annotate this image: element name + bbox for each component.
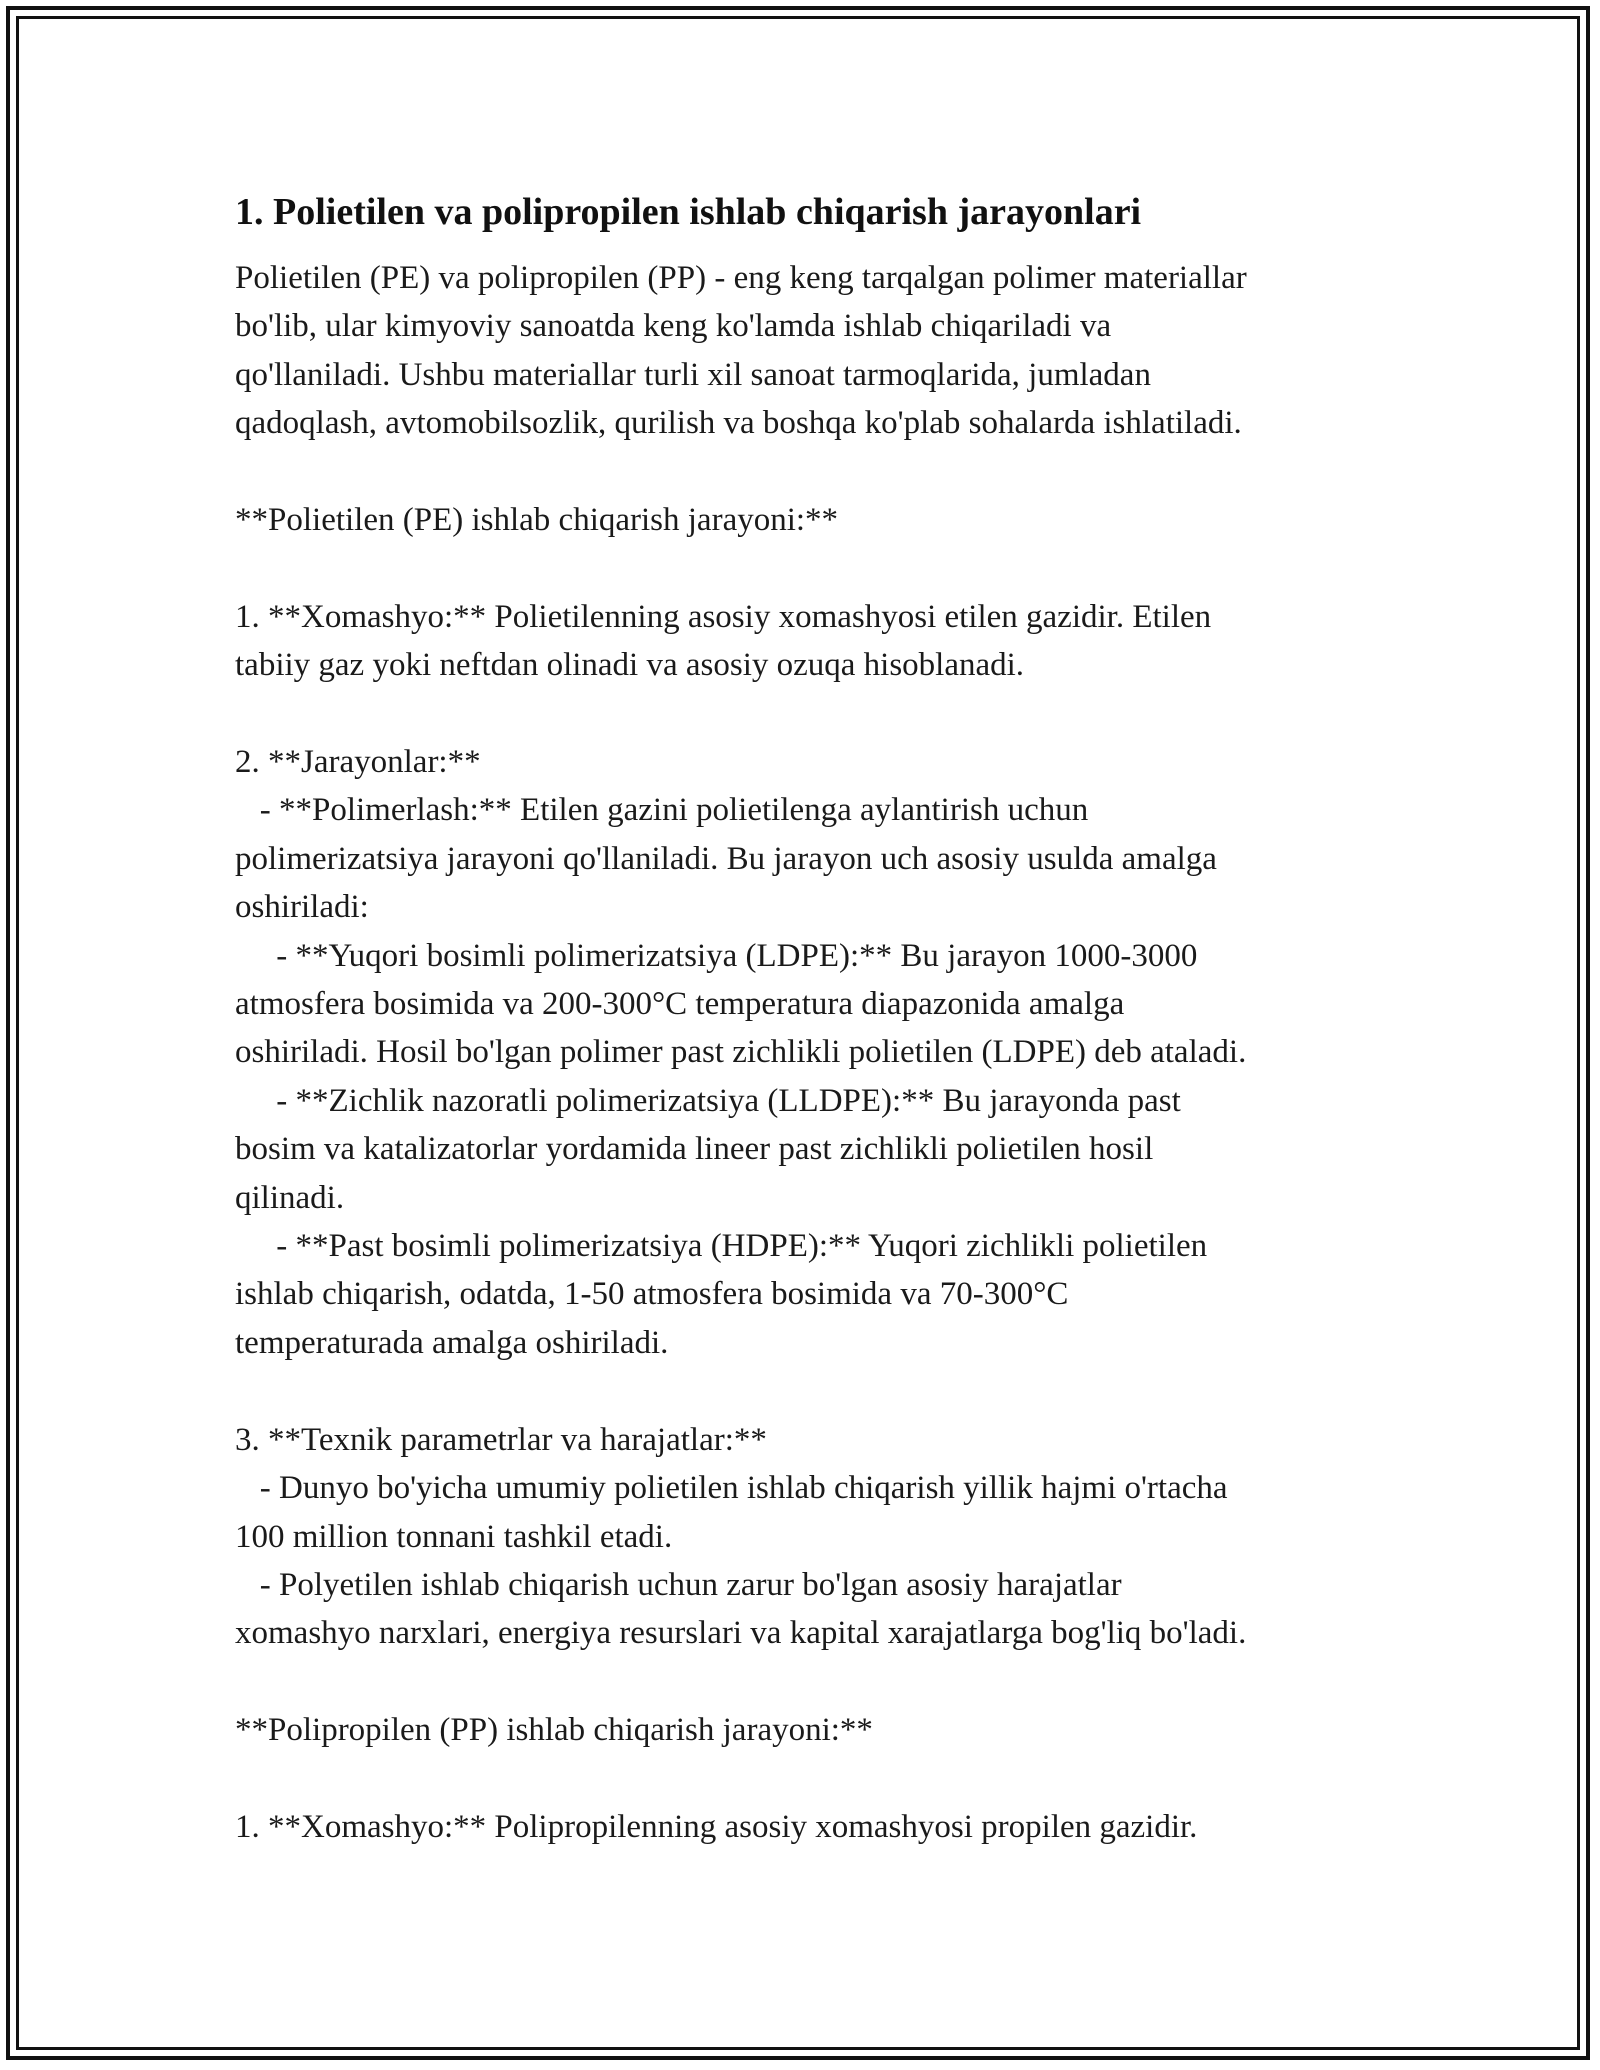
text-line: Polietilen (PE) va polipropilen (PP) - eng keng tarqalgan polimer materiallar <box>235 260 1247 296</box>
text-line: 100 million tonnani tashkil etadi. <box>235 1518 673 1555</box>
document-body <box>235 188 1375 1851</box>
text-line: - **Yuqori bosimli polimerizatsiya (LDPE):** Bu jarayon 1000-3000 <box>235 937 1198 974</box>
text-line: bosim va katalizatorlar yordamida lineer past zichlikli polietilen hosil <box>235 1131 1154 1168</box>
text-line: 2. **Jarayonlar:** <box>235 744 481 781</box>
text-line: 1. **Xomashyo:** Polietilenning asosiy xomashyosi etilen gazidir. Etilen <box>235 598 1212 635</box>
document-text <box>235 254 1375 1851</box>
text-line: bo'lib, ular kimyoviy sanoatda keng ko'lamda ishlab chiqariladi va <box>235 308 1112 345</box>
text-line: 1. **Xomashyo:** Polipropilenning asosiy xomashyosi propilen gazidir. <box>235 1808 1198 1845</box>
text-line: - **Polimerlash:** Etilen gazini polietilenga aylantirish uchun <box>235 792 1089 829</box>
text-line: qo'llaniladi. Ushbu materiallar turli xil sanoat tarmoqlarida, jumladan <box>235 356 1151 393</box>
text-line: qadoqlash, avtomobilsozlik, qurilish va boshqa ko'plab sohalarda ishlatiladi. <box>235 405 1242 442</box>
text-line: - **Zichlik nazoratli polimerizatsiya (LLDPE):** Bu jarayonda past <box>235 1082 1181 1119</box>
text-line: oshiriladi: <box>235 889 369 926</box>
section-heading-pp: **Polipropilen (PP) ishlab chiqarish jarayoni:** <box>235 1712 873 1749</box>
text-line: polimerizatsiya jarayoni qo'llaniladi. Bu jarayon uch asosiy usulda amalga <box>235 840 1217 877</box>
document-title: 1. Polietilen va polipropilen ishlab chiqarish jarayonlari <box>235 191 1142 233</box>
text-line: - Dunyo bo'yicha umumiy polietilen ishlab chiqarish yillik hajmi o'rtacha <box>235 1470 1228 1507</box>
text-line: - Polyetilen ishlab chiqarish uchun zarur bo'lgan asosiy harajatlar <box>235 1566 1122 1603</box>
text-line: qilinadi. <box>235 1179 345 1216</box>
text-line: ishlab chiqarish, odatda, 1-50 atmosfera bosimida va 70-300°C <box>235 1276 1069 1313</box>
blank-line <box>235 544 1375 592</box>
text-line: xomashyo narxlari, energiya resurslari va kapital xarajatlarga bog'liq bo'ladi. <box>235 1615 1247 1652</box>
text-line: - **Past bosimli polimerizatsiya (HDPE):** Yuqori zichlikli polietilen <box>235 1228 1208 1265</box>
text-line: temperaturada amalga oshiriladi. <box>235 1324 669 1361</box>
text-line: atmosfera bosimida va 200-300°C temperatura diapazonida amalga <box>235 986 1125 1023</box>
blank-line <box>235 448 1375 496</box>
blank-line <box>235 1755 1375 1803</box>
text-line: tabiiy gaz yoki neftdan olinadi va asosiy ozuqa hisoblanadi. <box>235 647 1025 684</box>
text-line: oshiriladi. Hosil bo'lgan polimer past zichlikli polietilen (LDPE) deb ataladi. <box>235 1034 1247 1071</box>
section-heading-pe: **Polietilen (PE) ishlab chiqarish jarayoni:** <box>235 502 839 539</box>
blank-line <box>235 690 1375 738</box>
blank-line <box>235 1367 1375 1415</box>
text-line: 3. **Texnik parametrlar va harajatlar:** <box>235 1421 767 1458</box>
blank-line <box>235 1658 1375 1706</box>
